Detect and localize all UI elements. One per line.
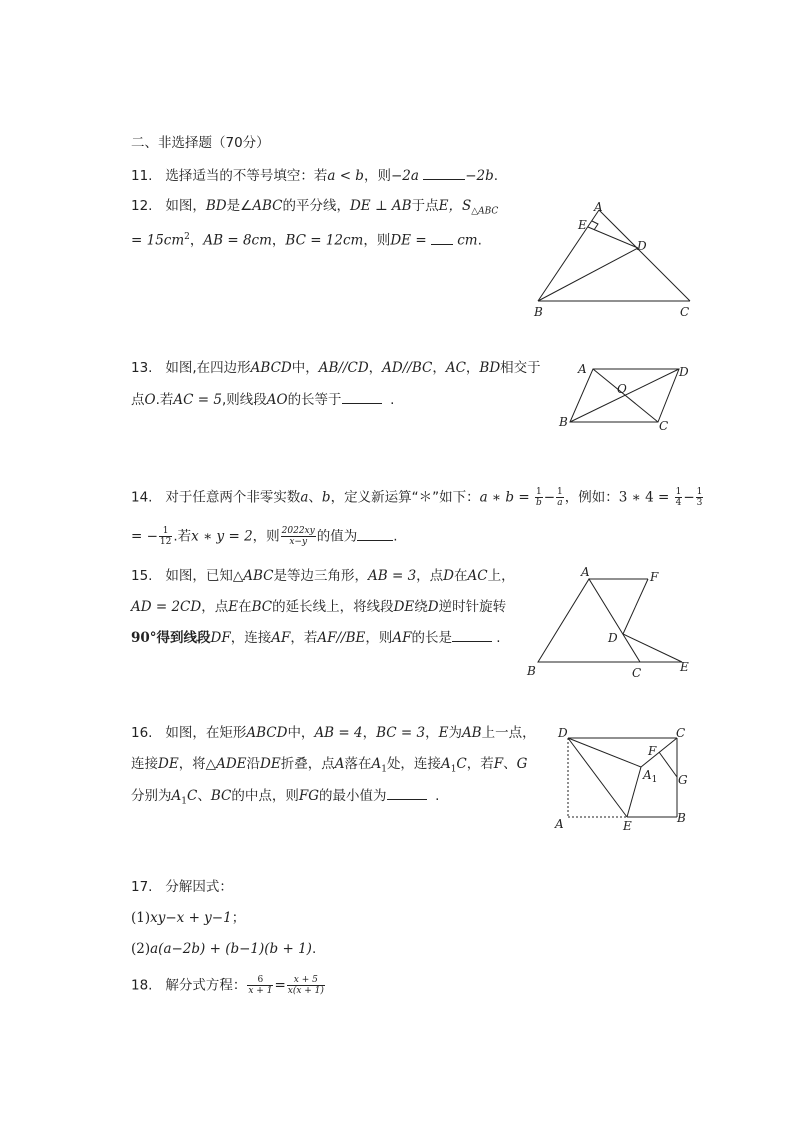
- label-c: C: [680, 305, 690, 319]
- question-17-part-1: [131, 909, 245, 927]
- q11-rhs: −2b: [465, 168, 494, 184]
- question-14-line-2: [131, 526, 398, 547]
- label-d: D: [637, 239, 647, 253]
- q18-eq: =: [274, 977, 286, 994]
- q13-l2d: AC = 5: [173, 392, 222, 408]
- question-12-line-2: [131, 228, 482, 250]
- q17-s2: .: [311, 941, 317, 957]
- q15-t9: 上，: [487, 568, 515, 584]
- label-b: B: [534, 305, 543, 319]
- q14-t9: 3 ∗ 4 =: [618, 489, 670, 506]
- q13-l2f: AO: [266, 392, 288, 408]
- question-12-line-1: [131, 197, 498, 221]
- q11-end: .: [493, 168, 499, 184]
- q13-t10: BD: [479, 360, 501, 376]
- q17-p2: (2): [131, 941, 151, 957]
- q16-l2q: F: [493, 756, 504, 772]
- q14-t1: 对于任意两个非零实数: [165, 489, 301, 506]
- question-13-line-2: [131, 390, 394, 409]
- question-number: 18.: [131, 977, 153, 994]
- q13-t11: 相交于: [500, 360, 541, 376]
- q16-l3b: A: [171, 788, 182, 804]
- q15-l2g: DE: [393, 599, 415, 615]
- figure-16: [550, 722, 700, 837]
- q15-l3h: AF: [392, 630, 412, 646]
- frac-den: 3: [696, 498, 703, 508]
- q14-t6: a ∗ b =: [479, 489, 530, 506]
- q13-l2b: O: [144, 392, 156, 408]
- q16-l2f: DE: [260, 756, 281, 772]
- q16-t1: 如图，在矩形: [165, 725, 247, 741]
- q16-t7: ，: [425, 725, 439, 741]
- q15-l3i: 的长是: [411, 630, 452, 646]
- q12-t9: ，S: [448, 198, 472, 214]
- label-c: C: [632, 666, 642, 680]
- answer-blank[interactable]: [452, 628, 492, 642]
- q16-t5: ，: [362, 725, 377, 741]
- q14-t5: ，定义新运算“＊”如下：: [330, 489, 480, 506]
- segment-bd: [538, 248, 638, 301]
- fraction: [675, 487, 683, 508]
- label-e: E: [623, 819, 632, 833]
- q11-cond: a < b: [327, 168, 364, 184]
- figure-15: [522, 565, 702, 683]
- q16-l2i: 落在: [344, 756, 372, 772]
- figure-13: [555, 360, 695, 435]
- q12-t6: DE ⊥ AB: [349, 198, 412, 214]
- q13-l2a: 点: [131, 392, 145, 408]
- q15-l3e: ，若: [290, 630, 318, 646]
- q16-l2c: ，将△: [178, 756, 217, 772]
- q15-l3g: ，则: [365, 630, 393, 646]
- q15-l2d: 在: [238, 599, 252, 615]
- question-15-line-3: [131, 628, 501, 647]
- q15-l2e: BC: [251, 599, 273, 615]
- q14-l2a: = −: [131, 528, 158, 545]
- q15-l2c: E: [228, 599, 239, 615]
- q16-l2e: 沿: [246, 756, 261, 772]
- q15-t2: ABC: [243, 568, 274, 584]
- q16-l2m: A: [440, 756, 451, 772]
- q16-t2: ABCD: [246, 725, 288, 741]
- frac-den: b: [535, 498, 542, 508]
- q15-t8: AC: [467, 568, 488, 584]
- q16-l3d: C: [186, 788, 198, 804]
- question-number: 17.: [131, 879, 153, 895]
- q15-l3f: AF//BE: [317, 630, 366, 646]
- q16-t4: AB = 4: [314, 725, 363, 741]
- q12-t3: 是∠: [226, 198, 253, 214]
- triangle-abc: [538, 579, 640, 662]
- answer-blank[interactable]: [431, 231, 453, 245]
- label-b: B: [677, 811, 686, 825]
- q15-t6: D: [443, 568, 454, 584]
- q12-t2: BD: [205, 198, 227, 214]
- q12-l2i: cm: [457, 232, 478, 249]
- q14-t8: ，例如：: [564, 489, 619, 506]
- q16-l2a: 连接: [131, 756, 158, 772]
- label-d: D: [608, 631, 618, 645]
- q16-l2h: A: [334, 756, 345, 772]
- q16-t11: 上一点，: [481, 725, 536, 741]
- frac-num: 1: [557, 487, 563, 497]
- label-f: F: [648, 744, 657, 758]
- q12-l2j: .: [477, 232, 482, 249]
- segment-ba: [538, 210, 599, 301]
- q12-t8: E: [438, 198, 449, 214]
- answer-blank[interactable]: [387, 786, 427, 800]
- label-b: B: [559, 415, 568, 429]
- frac-num: 1: [696, 487, 703, 497]
- label-o: O: [617, 382, 627, 396]
- q13-t4: AB//CD: [318, 360, 369, 376]
- q15-l2h: 绕: [414, 599, 428, 615]
- q16-t9: 为: [448, 725, 462, 741]
- q13-t5: ，: [368, 360, 383, 376]
- q12-l2e: ，: [271, 232, 286, 249]
- q12-t7: 于点: [411, 198, 439, 214]
- q12-l2h: DE =: [390, 232, 431, 249]
- q16-l3f: BC: [210, 788, 232, 804]
- question-17: [131, 878, 233, 896]
- q17-e1: xy−x + y−1: [150, 910, 232, 926]
- q14-t3: 、: [308, 489, 322, 506]
- q14-t10: −: [683, 489, 695, 506]
- q14-l2b: .若: [173, 528, 192, 545]
- frac-den: x + 1: [248, 986, 273, 996]
- q13-l2c: .若: [155, 392, 174, 408]
- frac-num: 6: [247, 975, 273, 986]
- q17-e2: a(a−2b) + (b−1)(b + 1): [150, 941, 312, 957]
- question-16-line-1: [131, 724, 536, 742]
- q15-l3c: ，连接: [230, 630, 272, 646]
- q12-t4: ABC: [252, 198, 283, 214]
- q15-l2a: AD = 2CD: [131, 599, 202, 615]
- q15-l2f: 的延长线上，将线段: [272, 599, 394, 615]
- q16-l3e: 、: [197, 788, 211, 804]
- q15-l3d: AF: [271, 630, 291, 646]
- q11-sep: ，则: [363, 168, 391, 184]
- q16-l2b: DE: [158, 756, 179, 772]
- q16-l2n: 1: [450, 764, 457, 775]
- label-c: C: [659, 419, 669, 433]
- section-header: 二、非选择题（70分）: [131, 135, 270, 151]
- q16-l2p: ，若: [466, 756, 494, 772]
- q18-t1: 解分式方程：: [165, 977, 247, 994]
- figure-12: [530, 198, 700, 323]
- q12-t10: △ABC: [471, 206, 499, 217]
- fraction: [535, 487, 543, 508]
- q12-l2c: ，: [189, 232, 204, 249]
- label-a: A: [594, 200, 603, 214]
- q16-l2k: 1: [381, 764, 387, 775]
- q12-l2b: 2: [184, 232, 190, 242]
- question-16-line-3: [131, 786, 439, 811]
- frac-num: 1: [535, 487, 542, 497]
- q16-l2s: G: [516, 756, 528, 772]
- frac-num: 1: [675, 487, 682, 497]
- answer-blank[interactable]: [357, 527, 393, 541]
- q15-l3a: 90°得到线段: [131, 630, 211, 646]
- fraction: [287, 975, 325, 996]
- answer-blank[interactable]: [423, 166, 465, 180]
- q16-l3h: FG: [298, 788, 319, 804]
- q14-t2: a: [300, 489, 309, 506]
- q11-lhs: −2a: [390, 168, 419, 184]
- q14-t4: b: [321, 489, 331, 506]
- frac-num: x + 5: [287, 975, 325, 986]
- frac-num: 1: [159, 526, 172, 537]
- label-a1: $A_1$: [643, 768, 658, 785]
- fraction: [281, 526, 316, 547]
- segment-de: [588, 227, 638, 248]
- q16-t6: BC = 3: [376, 725, 426, 741]
- q12-t5: 的平分线，: [282, 198, 350, 214]
- frac-den: x−y: [289, 537, 308, 547]
- q14-l2f: .: [393, 528, 398, 545]
- q13-t6: AD//BC: [382, 360, 433, 376]
- question-18: [131, 975, 326, 996]
- q15-l2j: 逆时针旋转: [438, 599, 507, 615]
- label-a: A: [555, 817, 564, 831]
- frac-den: x(x + 1): [287, 986, 324, 996]
- q15-l2b: ，点: [201, 599, 229, 615]
- q16-l3g: 的中点，则: [231, 788, 299, 804]
- q16-l3c: 1: [181, 796, 187, 807]
- segment-fd: [623, 579, 648, 634]
- q13-l2h: .: [390, 392, 395, 408]
- q12-l2a: = 15cm: [131, 232, 185, 249]
- q13-t1: 如图,在四边形: [165, 360, 251, 376]
- q15-t5: ，点: [416, 568, 444, 584]
- question-number: 14.: [131, 489, 153, 506]
- q13-t8: AC: [445, 360, 466, 376]
- q14-l2e: 的值为: [316, 528, 358, 545]
- label-d: D: [679, 365, 689, 379]
- q15-t1: 如图，已知△: [165, 568, 244, 584]
- q16-l2r: 、: [503, 756, 517, 772]
- q16-l2g: 折叠，点: [280, 756, 335, 772]
- q15-l2i: D: [427, 599, 439, 615]
- label-e: E: [680, 660, 689, 674]
- q16-l3j: .: [435, 788, 440, 804]
- q15-t7: 在: [453, 568, 468, 584]
- question-15-line-1: [131, 567, 515, 585]
- q17-t1: 分解因式：: [165, 879, 233, 895]
- question-11: [131, 166, 498, 185]
- q14-l2d: ，则: [252, 528, 280, 545]
- q15-t3: 是等边三角形，: [273, 568, 368, 584]
- q14-t7: −: [543, 489, 556, 506]
- label-a: A: [581, 565, 590, 579]
- label-e: E: [578, 218, 587, 232]
- q14-l2c: x ∗ y = 2: [191, 528, 253, 545]
- question-number: 15.: [131, 568, 153, 584]
- label-f: F: [650, 570, 659, 584]
- segment-fg: [659, 752, 677, 777]
- question-13-line-1: [131, 359, 541, 377]
- question-17-part-2: [131, 940, 316, 958]
- q15-l3j: .: [496, 630, 501, 646]
- q13-l2g: 的长等于: [287, 392, 342, 408]
- q16-l2d: ADE: [216, 756, 247, 772]
- q13-t3: 中，: [291, 360, 319, 376]
- label-a: A: [578, 362, 587, 376]
- q16-l2o: C: [456, 756, 467, 772]
- q16-l2l: 处，连接: [386, 756, 441, 772]
- fraction: [556, 487, 564, 508]
- frac-den: 12: [159, 537, 172, 547]
- q11-text: 选择适当的不等号填空：若: [165, 168, 328, 184]
- question-number: 12.: [131, 198, 153, 214]
- q15-l3b: DF: [210, 630, 231, 646]
- q13-t2: ABCD: [250, 360, 292, 376]
- label-g: G: [678, 773, 688, 787]
- answer-blank[interactable]: [342, 390, 382, 404]
- fraction: [696, 487, 704, 508]
- q16-l3i: 的最小值为: [319, 788, 387, 804]
- q12-l2f: BC = 12cm: [285, 232, 364, 249]
- q13-t9: ，: [465, 360, 480, 376]
- q12-l2g: ，则: [363, 232, 391, 249]
- q16-t8: E: [438, 725, 449, 741]
- q16-l2j: A: [371, 756, 382, 772]
- segment-ac: [599, 210, 690, 301]
- fraction: [247, 975, 273, 996]
- q17-s1: ；: [231, 910, 246, 926]
- frac-num: 2022xy: [281, 526, 315, 536]
- frac-den: 4: [675, 498, 682, 508]
- label-b: B: [527, 664, 536, 678]
- segment-a1e: [627, 767, 641, 817]
- q17-p1: (1): [131, 910, 151, 926]
- q16-t3: 中，: [287, 725, 315, 741]
- question-16-line-2: [131, 755, 527, 779]
- question-number: 13.: [131, 360, 153, 376]
- question-15-line-2: [131, 598, 506, 616]
- q13-l2e: ,则线段: [221, 392, 267, 408]
- frac-den: a: [557, 498, 563, 508]
- question-number: 16.: [131, 725, 153, 741]
- q16-t10: AB: [461, 725, 482, 741]
- q12-l2d: AB = 8cm: [203, 232, 272, 249]
- q13-t7: ，: [432, 360, 446, 376]
- label-d: D: [558, 726, 568, 740]
- q16-l3a: 分别为: [131, 788, 172, 804]
- q12-t1: 如图，: [165, 198, 206, 214]
- fraction: [159, 526, 172, 547]
- label-c: C: [676, 726, 686, 740]
- question-number: 11.: [131, 168, 153, 184]
- question-14-line-1: [131, 487, 704, 508]
- q15-t4: AB = 3: [368, 568, 417, 584]
